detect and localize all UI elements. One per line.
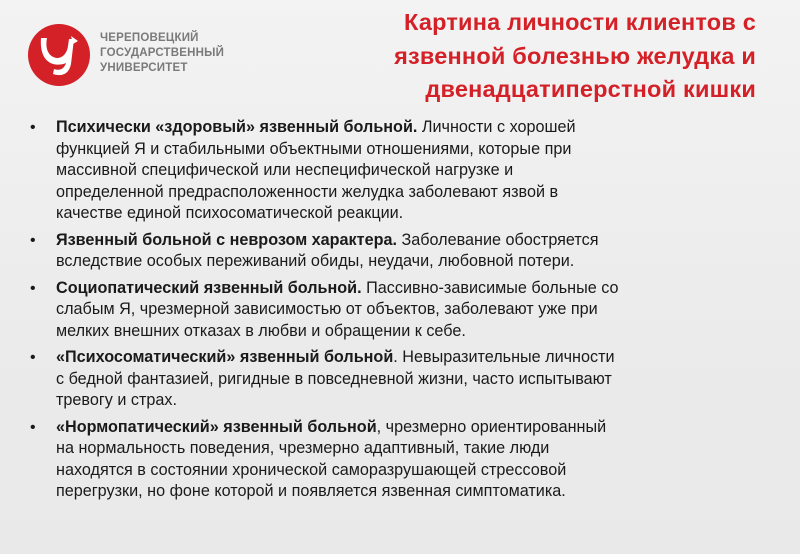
bullet-icon: • (30, 231, 36, 249)
list-item (30, 230, 780, 273)
list-item (30, 417, 780, 503)
university-name (100, 31, 224, 76)
item-text: находятся в состоянии хронической саморазрушающей стрессовой (56, 460, 567, 479)
item-text: с бедной фантазией, ригидные в повседневной жизни, часто испытывают (56, 369, 612, 388)
item-heading: Психически «здоровый» язвенный больной. (56, 118, 418, 136)
item-text: Заболевание обостряется (396, 230, 599, 249)
slide-title-line: Картина личности клиентов с (404, 9, 756, 35)
bullet-icon: • (30, 279, 36, 297)
item-text: , чрезмерно ориентированный (376, 417, 607, 436)
bullet-icon: • (30, 349, 36, 366)
bullet-list (30, 117, 780, 508)
slide-title-line: язвенной болезнью желудка и (394, 42, 756, 69)
item-text: на нормальность поведения, чрезмерно адаптивный, такие люди (56, 439, 550, 457)
item-text: вследствие особых переживаний обиды, неудачи, любовной потери. (56, 252, 575, 270)
university-name-line: ЧЕРЕПОВЕЦКИЙ (100, 32, 199, 44)
bullet-icon: • (30, 119, 36, 136)
list-item (30, 347, 780, 412)
bullet-icon: • (30, 418, 36, 436)
item-text: перегрузки, но фоне которой и появляется язвенная симптоматика. (56, 482, 566, 500)
item-heading: Социопатический язвенный больной. (56, 278, 362, 297)
item-text: слабым Я, чрезмерной зависимостью от объектов, заболевают уже при (56, 300, 598, 318)
item-text: функцией Я и стабильными объектными отношениями, которые при (56, 139, 572, 158)
list-item (30, 278, 780, 343)
university-name-line: ГОСУДАРСТВЕННЫЙ (100, 47, 225, 59)
item-text: определенной предрасположенности желудка заболевают язвой в (56, 182, 559, 201)
list-item (30, 117, 780, 225)
item-heading: «Нормопатический» язвенный больной (56, 417, 377, 436)
item-text: Личности с хорошей (417, 118, 576, 136)
slide-title-line: двенадцатиперстной кишки (425, 76, 756, 102)
item-text: тревогу и страх. (56, 391, 177, 409)
slide-title (286, 6, 756, 107)
item-text: мелких внешних отказах в любви и обращении к себе. (56, 321, 466, 340)
item-text: Пассивно-зависимые больные со (361, 278, 619, 297)
item-text: . Невыразительные личности (393, 348, 615, 366)
item-text: качестве единой психосоматической реакции. (56, 204, 404, 222)
university-name-line: УНИВЕРСИТЕТ (100, 62, 188, 74)
item-heading: «Психосоматический» язвенный больной (56, 348, 394, 366)
item-heading: Язвенный больной с неврозом характера. (56, 230, 397, 249)
chsu-logo-icon (26, 22, 92, 88)
item-text: массивной специфической или неспецифической нагрузке и (56, 161, 514, 179)
